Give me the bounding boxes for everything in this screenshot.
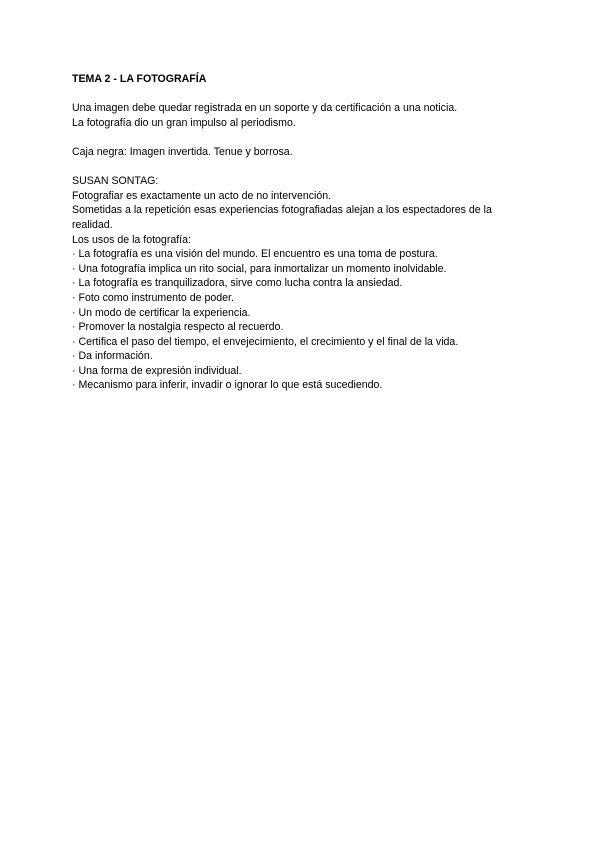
list-item: · Foto como instrumento de poder. <box>72 291 234 304</box>
caja-negra-line: Caja negra: Imagen invertida. Tenue y borrosa. <box>72 145 293 158</box>
usos-list <box>72 247 532 393</box>
spacer <box>72 87 532 102</box>
list-item: · Una forma de expresión individual. <box>72 364 242 377</box>
intro-line-2: La fotografía dio un gran impulso al periodismo. <box>72 116 296 129</box>
usos-heading: Los usos de la fotografía: <box>72 233 191 246</box>
list-item: · Da información. <box>72 350 153 363</box>
spacer <box>72 130 532 145</box>
list-item: · La fotografía es tranquilizadora, sirve como lucha contra la ansiedad. <box>72 277 403 290</box>
list-item: · Promover la nostalgia respecto al recuerdo. <box>72 321 284 334</box>
list-item: · La fotografía es una visión del mundo. El encuentro es una toma de postura. <box>72 248 438 261</box>
list-item: · Una fotografía implica un rito social, para inmortalizar un momento inolvidable. <box>72 262 447 275</box>
list-item: · Mecanismo para inferir, invadir o ignorar lo que está sucediendo. <box>72 379 383 392</box>
list-item: · Un modo de certificar la experiencia. <box>72 306 251 319</box>
spacer <box>72 160 532 175</box>
sontag-line-1: Fotografiar es exactamente un acto de no intervención. <box>72 189 332 202</box>
list-item: · Certifica el paso del tiempo, el envejecimiento, el crecimiento y el final de la vida. <box>72 335 459 348</box>
sontag-heading: SUSAN SONTAG: <box>72 175 159 188</box>
document-body <box>72 72 532 393</box>
document-title: TEMA 2 - LA FOTOGRAFÍA <box>72 73 207 85</box>
sontag-line-2: Sometidas a la repetición esas experiencias fotografiadas alejan a los espectadores de la realidad. <box>72 204 492 231</box>
intro-line-1: Una imagen debe quedar registrada en un soporte y da certificación a una noticia. <box>72 102 458 115</box>
